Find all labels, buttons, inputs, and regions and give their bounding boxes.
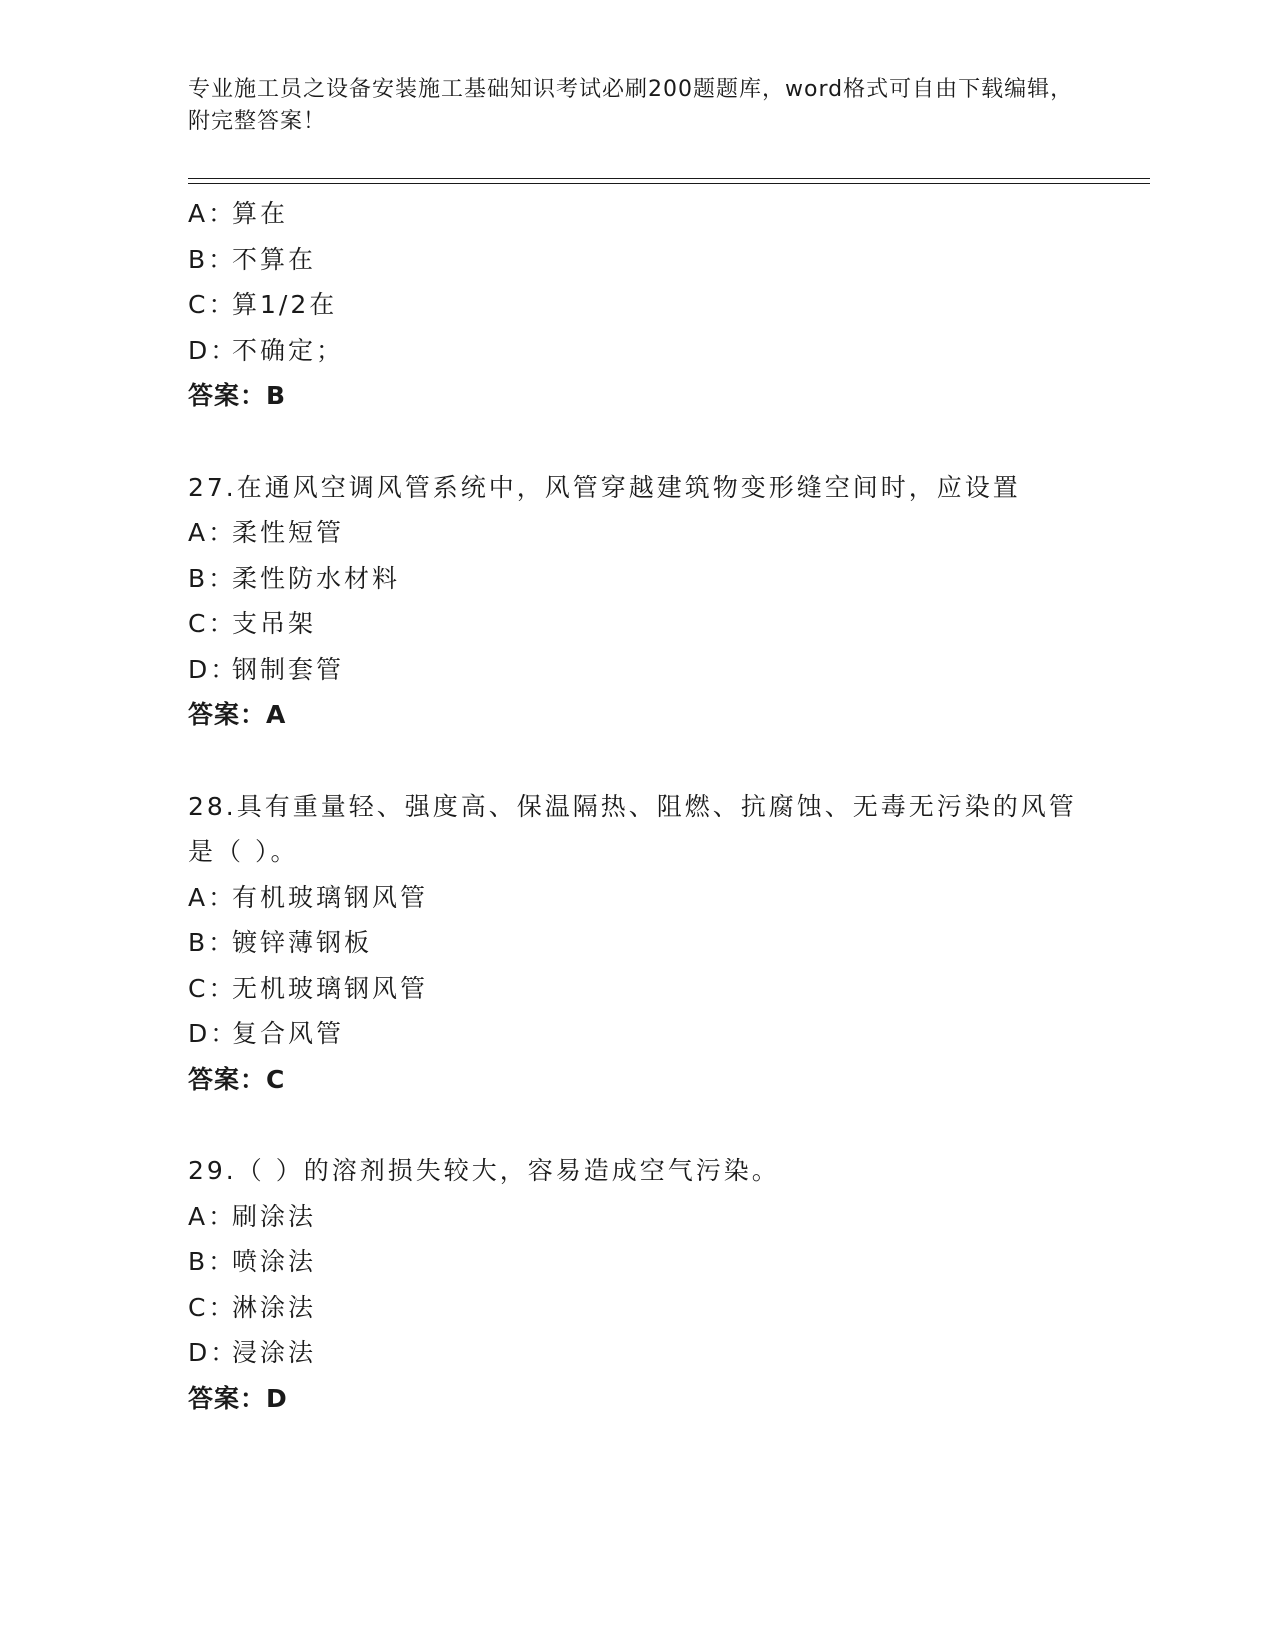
question-28 (188, 784, 1108, 1103)
spacer (188, 419, 1108, 465)
question-text: 29.（ ）的溶剂损失较大，容易造成空气污染。 (188, 1156, 780, 1185)
question-29 (188, 1148, 1108, 1421)
header-rule-bottom (188, 183, 1150, 184)
header-rule-top (188, 178, 1150, 179)
answer: 答案：D (188, 1383, 288, 1413)
option-b: B：不算在 (188, 244, 317, 274)
question-26 (188, 191, 1108, 419)
option-c: C：支吊架 (188, 609, 317, 638)
option-c: C：无机玻璃钢风管 (188, 973, 429, 1003)
option-d: D：钢制套管 (188, 654, 345, 684)
option-d: D：浸涂法 (188, 1338, 317, 1367)
question-list (188, 191, 1108, 1421)
option-c: C：算1/2在 (188, 290, 338, 319)
option-d: D：复合风管 (188, 1019, 345, 1048)
option-b: B：镀锌薄钢板 (188, 928, 373, 957)
option-c: C：淋涂法 (188, 1292, 317, 1322)
option-a: A：有机玻璃钢风管 (188, 882, 429, 912)
answer: 答案：C (188, 1064, 286, 1094)
question-text: 27.在通风空调风管系统中，风管穿越建筑物变形缝空间时，应设置 (188, 472, 1021, 502)
option-b: B：柔性防水材料 (188, 563, 401, 593)
option-a: A：柔性短管 (188, 518, 345, 547)
option-b: B：喷涂法 (188, 1247, 317, 1276)
document-header: 专业施工员之设备安装施工基础知识考试必刷200题题库，word格式可自由下载编辑，附完整答案！ (188, 77, 1074, 134)
option-d: D：不确定； (188, 335, 345, 365)
question-text: 28.具有重量轻、强度高、保温隔热、阻燃、抗腐蚀、无毒无污染的风管是（ ）。 (188, 791, 1077, 866)
option-a: A：算在 (188, 199, 289, 228)
question-27 (188, 465, 1108, 738)
spacer (188, 1102, 1108, 1148)
answer: 答案：B (188, 381, 287, 410)
option-a: A：刷涂法 (188, 1201, 317, 1231)
answer: 答案：A (188, 700, 287, 729)
spacer (188, 738, 1108, 784)
